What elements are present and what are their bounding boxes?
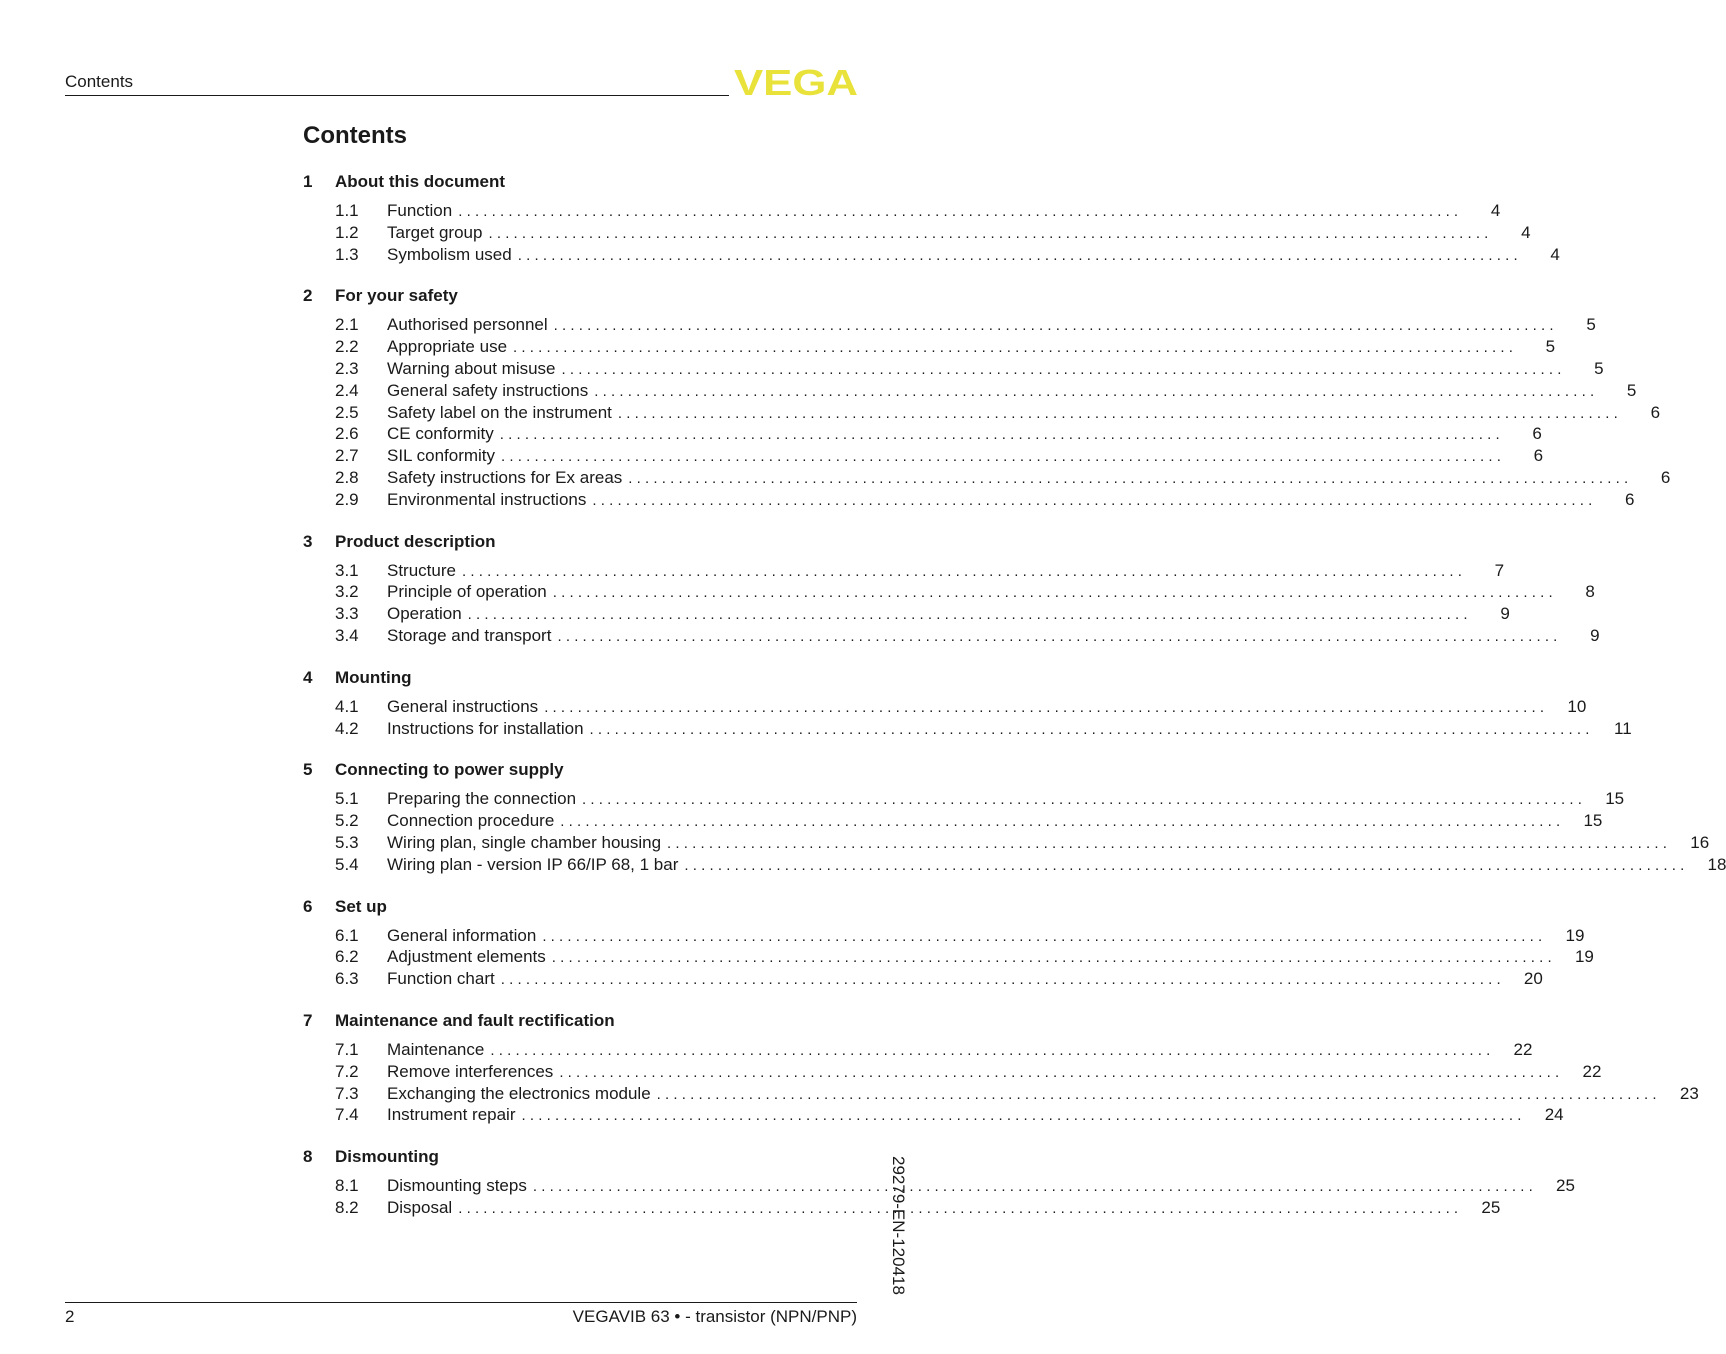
leader-dots: ........................................................................................................................: [461, 562, 1467, 580]
leader-dots: ........................................................................................................................: [684, 856, 1689, 874]
entry-number: 1.1: [335, 201, 359, 220]
entry-page: 4: [1490, 201, 1501, 220]
entry-page: 24: [1544, 1105, 1564, 1125]
entry-title: Disposal: [387, 1197, 453, 1217]
entry-page: 5: [1586, 315, 1596, 335]
section-number: 8: [303, 1147, 313, 1167]
leader-dots: ........................................................................................................................: [490, 1041, 1495, 1059]
entry-number: 2.5: [335, 402, 359, 422]
entry-page: 6: [1532, 424, 1542, 444]
toc-entry[interactable]: [303, 696, 1587, 718]
leader-dots: ........................................................................................................................: [488, 224, 1493, 242]
entry-number: 7.2: [335, 1061, 359, 1081]
toc-section-heading[interactable]: [303, 667, 859, 689]
toc-entry[interactable]: [303, 336, 1556, 358]
entry-title: General safety instructions: [387, 380, 589, 400]
entry-number: 6.1: [335, 925, 359, 945]
toc-entry[interactable]: [303, 854, 1726, 876]
leader-dots: ........................................................................................................................: [467, 606, 1472, 624]
entry-page: 7: [1494, 560, 1505, 580]
entry-page: 5: [1594, 358, 1604, 378]
toc-entry[interactable]: [303, 968, 1543, 990]
entry-page: 6: [1625, 489, 1635, 509]
running-header: Contents: [65, 72, 134, 91]
entry-page: 10: [1567, 696, 1587, 716]
toc-entry[interactable]: [303, 358, 1604, 380]
entry-title: Warning about misuse: [387, 358, 556, 378]
section-title: Maintenance and fault rectification: [335, 1010, 615, 1030]
entry-number: 2.3: [335, 358, 359, 378]
entry-title: Maintenance: [387, 1039, 485, 1059]
entry-page: 5: [1626, 380, 1637, 400]
toc-section-heading[interactable]: [303, 896, 859, 918]
entry-page: 15: [1605, 789, 1625, 809]
entry-title: Remove interferences: [387, 1061, 554, 1081]
entry-title: Safety instructions for Ex areas: [387, 467, 623, 487]
toc-entry[interactable]: [303, 314, 1596, 336]
toc-entry[interactable]: [303, 445, 1544, 467]
leader-dots: ........................................................................................................................: [458, 1199, 1463, 1217]
section-title: Product description: [335, 531, 496, 551]
entry-title: SIL conformity: [387, 446, 496, 466]
entry-page: 11: [1614, 718, 1632, 738]
toc-entry[interactable]: [303, 222, 1531, 244]
toc-section: [303, 1146, 1575, 1219]
leader-dots: ........................................................................................................................: [544, 698, 1549, 716]
toc-entry[interactable]: [303, 200, 1501, 222]
entry-title: Instructions for installation: [387, 718, 584, 738]
vega-logo: [734, 62, 858, 103]
toc-section-heading[interactable]: [303, 171, 859, 193]
section-number: 7: [303, 1010, 313, 1030]
leader-dots: ........................................................................................................................: [594, 382, 1599, 400]
section-number: 5: [303, 760, 313, 780]
document-code: 29279-EN-120418: [889, 1156, 908, 1295]
entry-title: Dismounting steps: [387, 1176, 527, 1196]
entry-title: Environmental instructions: [387, 489, 587, 509]
entry-page: 8: [1585, 582, 1595, 602]
entry-number: 8.2: [335, 1197, 359, 1217]
toc-entry[interactable]: [303, 1104, 1564, 1126]
toc-entry[interactable]: [303, 625, 1600, 647]
entry-page: 5: [1545, 337, 1556, 357]
toc-entry[interactable]: [303, 467, 1671, 489]
entry-page: 19: [1565, 925, 1585, 945]
entry-page: 6: [1533, 446, 1544, 466]
entry-number: 5.2: [335, 811, 359, 831]
entry-title: Symbolism used: [387, 244, 512, 264]
svg-text:VEGA: VEGA: [734, 62, 858, 103]
entry-page: 6: [1650, 402, 1661, 422]
header-rule: [65, 95, 729, 96]
section-number: 4: [303, 667, 313, 687]
entry-page: 4: [1550, 244, 1560, 264]
toc-entry[interactable]: [303, 925, 1585, 947]
toc-entry[interactable]: [303, 489, 1635, 511]
toc-entry[interactable]: [303, 1197, 1501, 1219]
toc-entry[interactable]: [303, 810, 1603, 832]
entry-page: 23: [1679, 1083, 1699, 1103]
entry-number: 7.4: [335, 1105, 359, 1125]
entry-page: 16: [1690, 832, 1710, 852]
toc-entry[interactable]: [303, 1175, 1575, 1197]
leader-dots: ........................................................................................................................: [559, 1063, 1564, 1081]
entry-page: 18: [1707, 854, 1726, 874]
toc-section-heading[interactable]: [303, 1146, 859, 1168]
entry-title: Wiring plan - version IP 66/IP 68, 1 bar: [387, 854, 679, 874]
entry-number: 7.3: [335, 1083, 359, 1103]
toc-section-heading[interactable]: [303, 1010, 859, 1032]
leader-dots: ........................................................................................................................: [617, 404, 1623, 422]
entry-title: General information: [387, 925, 537, 945]
entry-title: Safety label on the instrument: [387, 402, 612, 422]
toc-section-heading[interactable]: [303, 285, 859, 307]
toc-entry[interactable]: [303, 946, 1594, 968]
entry-title: Appropriate use: [387, 337, 508, 357]
leader-dots: ........................................................................................................................: [589, 720, 1594, 738]
leader-dots: ........................................................................................................................: [513, 339, 1518, 357]
toc-section: [303, 759, 1726, 875]
entry-number: 2.1: [335, 315, 359, 335]
entry-page: 6: [1660, 467, 1671, 487]
entry-number: 2.6: [335, 424, 359, 444]
section-number: 2: [303, 286, 313, 306]
toc-entry[interactable]: [303, 581, 1595, 603]
leader-dots: ........................................................................................................................: [628, 469, 1633, 487]
entry-page: 22: [1582, 1061, 1602, 1081]
entry-number: 3.4: [335, 625, 359, 645]
leader-dots: ........................................................................................................................: [551, 949, 1556, 967]
entry-number: 5.1: [335, 789, 359, 809]
toc-section-heading[interactable]: [303, 531, 859, 553]
entry-number: 2.8: [335, 467, 359, 487]
section-number: 1: [303, 172, 313, 191]
leader-dots: ........................................................................................................................: [557, 627, 1562, 645]
entry-title: CE conformity: [387, 424, 494, 444]
entry-number: 4.2: [335, 718, 359, 738]
toc-entry[interactable]: [303, 244, 1560, 266]
footer-page-number: 2: [65, 1307, 75, 1326]
leader-dots: ........................................................................................................................: [582, 791, 1587, 809]
toc-entry[interactable]: [303, 402, 1661, 424]
entry-number: 3.3: [335, 604, 359, 624]
entry-title: Storage and transport: [387, 625, 552, 645]
leader-dots: ........................................................................................................................: [667, 834, 1672, 852]
entry-title: Instrument repair: [387, 1105, 516, 1125]
entry-number: 2.4: [335, 380, 359, 400]
section-number: 3: [303, 531, 313, 551]
entry-number: 3.1: [335, 560, 359, 580]
entry-number: 5.3: [335, 832, 359, 852]
section-title: Connecting to power supply: [335, 760, 564, 780]
entry-page: 19: [1574, 947, 1594, 967]
toc-entry[interactable]: [303, 560, 1505, 582]
toc-section: [303, 1010, 1699, 1126]
toc-section: [303, 896, 1594, 990]
toc-section: [303, 285, 1671, 510]
toc-section: [303, 171, 1560, 265]
toc-entry[interactable]: [303, 1061, 1602, 1083]
toc-entry[interactable]: [303, 380, 1637, 402]
entry-number: 7.1: [335, 1039, 359, 1059]
entry-page: 15: [1583, 811, 1603, 831]
entry-number: 5.4: [335, 854, 359, 874]
leader-dots: ........................................................................................................................: [458, 203, 1463, 220]
section-title: Dismounting: [335, 1147, 439, 1167]
entry-number: 2.2: [335, 337, 359, 357]
toc-entry[interactable]: [303, 832, 1710, 854]
toc-section-heading[interactable]: [303, 759, 859, 781]
footer-rule: [65, 1302, 857, 1303]
leader-dots: ........................................................................................................................: [517, 246, 1522, 264]
leader-dots: ........................................................................................................................: [501, 448, 1506, 466]
entry-title: Adjustment elements: [387, 947, 546, 967]
leader-dots: ........................................................................................................................: [592, 491, 1597, 509]
leader-dots: ........................................................................................................................: [499, 426, 1504, 444]
toc-entry[interactable]: [303, 1083, 1699, 1105]
toc-section: [303, 531, 1600, 647]
entry-title: Principle of operation: [387, 582, 547, 602]
entry-number: 2.7: [335, 446, 359, 466]
section-title: About this document: [335, 172, 505, 191]
entry-title: Connection procedure: [387, 811, 555, 831]
entry-title: Preparing the connection: [387, 789, 577, 809]
section-title: Set up: [335, 896, 387, 916]
leader-dots: ........................................................................................................................: [542, 927, 1547, 945]
leader-dots: ........................................................................................................................: [500, 971, 1505, 989]
entry-number: 3.2: [335, 582, 359, 602]
entry-number: 8.1: [335, 1176, 359, 1196]
section-title: Mounting: [335, 667, 412, 687]
leader-dots: ........................................................................................................................: [560, 813, 1565, 831]
entry-number: 1.2: [335, 222, 359, 242]
toc-entry[interactable]: [303, 603, 1510, 625]
entry-title: Wiring plan, single chamber housing: [387, 832, 662, 852]
leader-dots: ........................................................................................................................: [532, 1178, 1537, 1196]
entry-page: 20: [1523, 969, 1543, 989]
entry-title: Target group: [387, 222, 483, 242]
leader-dots: ........................................................................................................................: [561, 360, 1566, 378]
entry-number: 1.3: [335, 244, 359, 264]
entry-page: 25: [1556, 1176, 1575, 1196]
entry-page: 9: [1500, 604, 1510, 624]
toc-entry[interactable]: [303, 788, 1625, 810]
entry-title: Operation: [387, 604, 462, 624]
section-number: 6: [303, 896, 313, 916]
footer-product-name: VEGAVIB 63 • - transistor (NPN/PNP): [572, 1307, 857, 1326]
leader-dots: ........................................................................................................................: [552, 584, 1557, 602]
entry-page: 9: [1590, 625, 1600, 645]
entry-title: Authorised personnel: [387, 315, 548, 335]
entry-page: 22: [1513, 1039, 1533, 1059]
entry-title: General instructions: [387, 696, 539, 716]
leader-dots: ........................................................................................................................: [553, 317, 1558, 335]
toc-section: [303, 667, 1632, 740]
section-title: For your safety: [335, 286, 458, 306]
toc-entry[interactable]: [303, 718, 1632, 740]
leader-dots: ........................................................................................................................: [521, 1107, 1526, 1125]
leader-dots: ........................................................................................................................: [656, 1085, 1661, 1103]
entry-title: Function: [387, 201, 453, 220]
entry-page: 4: [1521, 222, 1531, 242]
entry-number: 4.1: [335, 696, 359, 716]
toc-entry[interactable]: [303, 423, 1542, 445]
toc-entry[interactable]: [303, 1039, 1533, 1061]
entry-page: 25: [1481, 1197, 1501, 1217]
entry-number: 2.9: [335, 489, 359, 509]
entry-title: Function chart: [387, 969, 495, 989]
entry-number: 6.2: [335, 947, 359, 967]
entry-number: 6.3: [335, 969, 359, 989]
entry-title: Exchanging the electronics module: [387, 1083, 651, 1103]
page-title: Contents: [303, 122, 407, 149]
entry-title: Structure: [387, 560, 456, 580]
